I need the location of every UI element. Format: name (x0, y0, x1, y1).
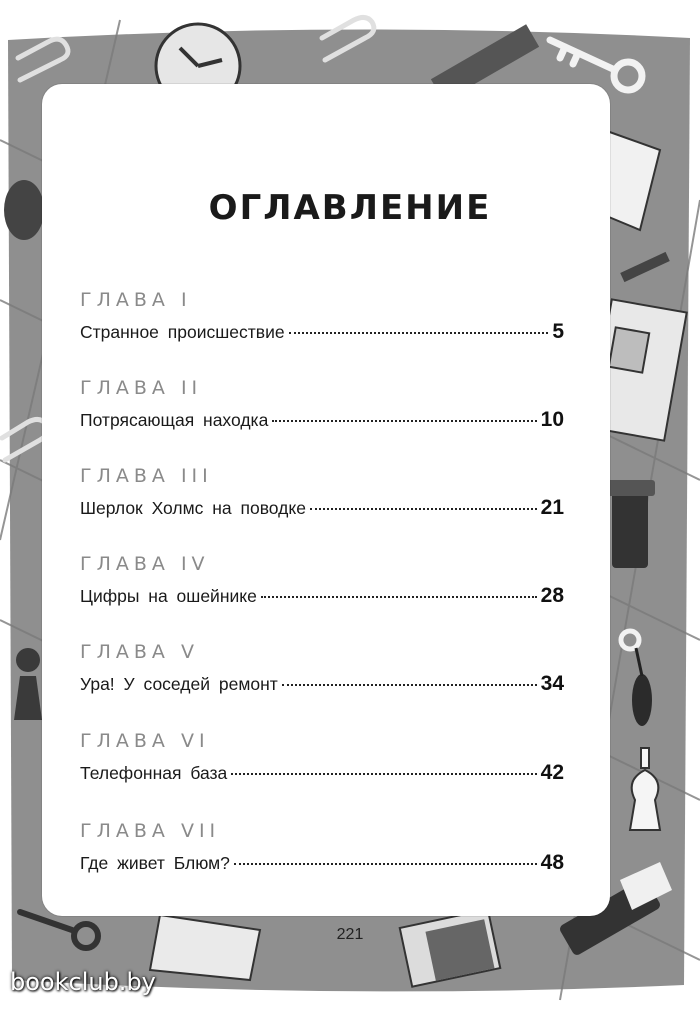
toc-line (80, 585, 564, 607)
chapter-title: Потрясающая находка (80, 410, 269, 430)
chapter-label: ГЛАВА VII (80, 820, 221, 842)
chapter-title: Цифры на ошейнике (80, 586, 257, 606)
chapter-page-number: 21 (540, 496, 564, 519)
chapter-label: ГЛАВА IV (80, 553, 210, 575)
watermark: bookclub.by (10, 968, 156, 996)
dot-leader (272, 420, 536, 422)
chapter-page-number: 5 (552, 320, 564, 343)
chapter-title: Странное происшествие (80, 322, 285, 342)
chapter-page-number: 34 (540, 672, 564, 695)
toc-line (80, 762, 564, 784)
chapter-label: ГЛАВА II (80, 377, 203, 399)
toc-line (80, 409, 564, 431)
toc-entry[interactable] (80, 820, 564, 874)
dot-leader (289, 332, 549, 334)
toc-line (80, 852, 564, 874)
chapter-page-number: 28 (540, 584, 564, 607)
toc-line (80, 321, 564, 343)
toc-heading: ОГЛАВЛЕНИЕ (208, 188, 492, 228)
chapter-label: ГЛАВА III (80, 465, 213, 487)
chapter-label: ГЛАВА VI (80, 730, 210, 752)
toc-entry[interactable] (80, 377, 564, 431)
toc-line (80, 497, 564, 519)
dot-leader (261, 596, 537, 598)
toc-entry[interactable] (80, 730, 564, 784)
flashlight-icon (605, 480, 655, 568)
chapter-page-number: 42 (540, 761, 564, 784)
chapter-label: ГЛАВА V (80, 641, 199, 663)
dot-leader (234, 863, 537, 865)
chapter-page-number: 48 (540, 851, 564, 874)
toc-entry[interactable] (80, 553, 564, 607)
chapter-title: Где живет Блюм? (80, 853, 230, 873)
chapter-page-number: 10 (540, 408, 564, 431)
chapter-label: ГЛАВА I (80, 289, 192, 311)
toc-line (80, 673, 564, 695)
chapter-title: Телефонная база (80, 763, 228, 783)
dot-leader (282, 684, 537, 686)
dot-leader (231, 773, 536, 775)
toc-entry[interactable] (80, 641, 564, 695)
toc-entry[interactable] (80, 465, 564, 519)
page-number: 221 (336, 926, 364, 943)
chapter-title: Шерлок Холмс на поводке (80, 498, 306, 518)
toc-entry[interactable] (80, 289, 564, 343)
chapter-title: Ура! У соседей ремонт (80, 674, 278, 694)
dot-leader (310, 508, 537, 510)
